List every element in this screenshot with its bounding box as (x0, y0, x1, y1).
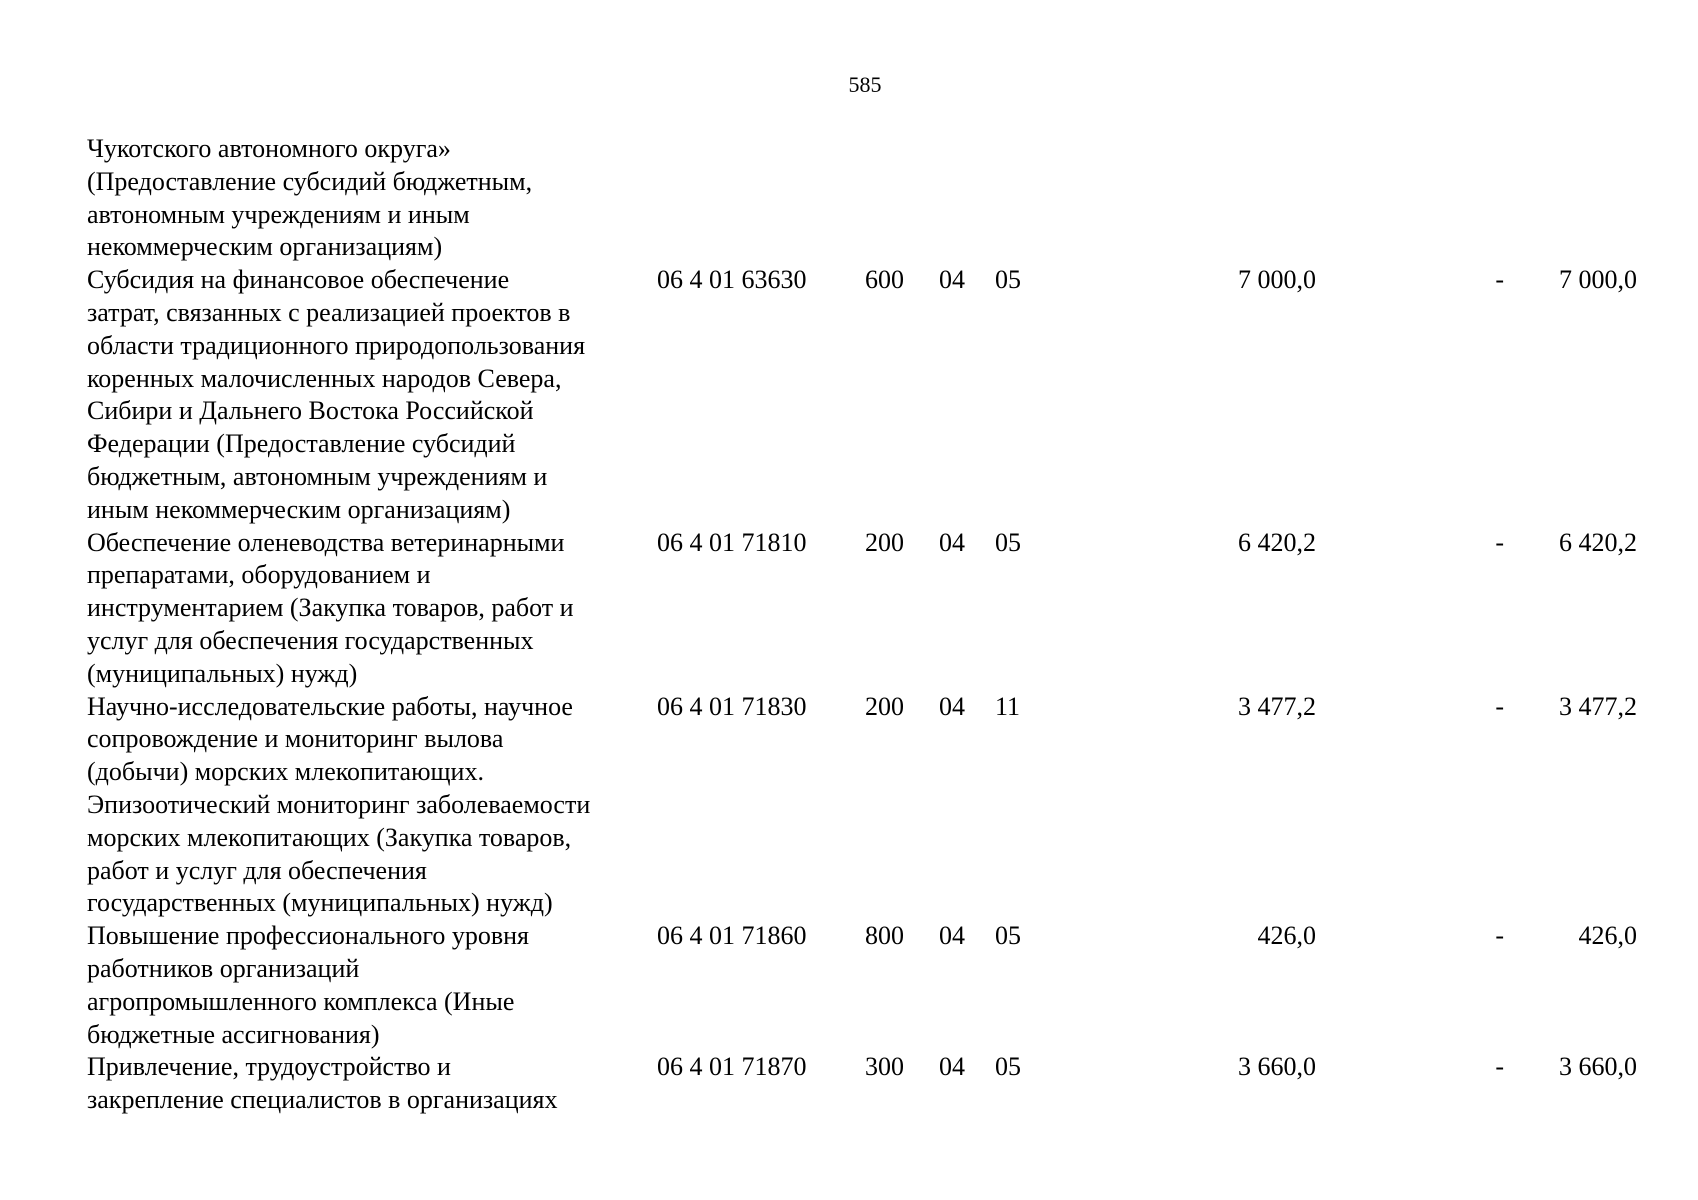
amount-federal: - (1495, 527, 1504, 557)
subsection-code: 05 (995, 527, 1021, 557)
subsection-code: 05 (995, 1052, 1021, 1082)
subsection-code: 05 (995, 921, 1021, 951)
target-article-code: 06 4 01 63630 (657, 265, 807, 295)
amount-regional: 6 420,2 (1559, 527, 1637, 557)
target-article-code: 06 4 01 71810 (657, 527, 807, 557)
table-row (87, 691, 1637, 921)
subsection-code: 11 (995, 691, 1021, 721)
amount-total: 426,0 (1257, 921, 1316, 951)
amount-federal: - (1495, 691, 1504, 721)
amount-total: 6 420,2 (1238, 527, 1316, 557)
section-code: 04 (939, 921, 965, 951)
row-description: Привлечение, трудоустройство и закрепление специалистов в организациях (87, 1052, 558, 1115)
amount-federal: - (1495, 921, 1504, 951)
target-article-code: 06 4 01 71860 (657, 921, 807, 951)
table-row (87, 133, 1637, 264)
section-code: 04 (939, 527, 965, 557)
expense-type-code: 200 (865, 527, 904, 557)
row-description: Субсидия на финансовое обеспечение затрат, связанных с реализацией проектов в области традиционного природопользования коренных малочисленных народов Севера, Сибири и Дальнего Востока Российской Федерации (Предоставление субсидий бюджетным, автономным учреждениям и иным некоммерческим организациям) (87, 265, 586, 524)
expense-type-code: 800 (865, 921, 904, 951)
amount-federal: - (1495, 1052, 1504, 1082)
expense-type-code: 200 (865, 691, 904, 721)
amount-total: 7 000,0 (1238, 265, 1316, 295)
row-description: Обеспечение оленеводства ветеринарными препаратами, оборудованием и инструментарием (Закупка товаров, работ и услуг для обеспечения государственных (муниципальных) нужд) (87, 527, 574, 688)
page-number: 585 (848, 72, 882, 97)
section-code: 04 (939, 265, 965, 295)
amount-regional: 7 000,0 (1559, 265, 1637, 295)
budget-table (87, 133, 1637, 1117)
expense-type-code: 300 (865, 1052, 904, 1082)
table-row (87, 264, 1637, 526)
section-code: 04 (939, 691, 965, 721)
subsection-code: 05 (995, 265, 1021, 295)
target-article-code: 06 4 01 71870 (657, 1052, 807, 1082)
table-row (87, 1051, 1637, 1117)
amount-federal: - (1495, 265, 1504, 295)
amount-regional: 3 477,2 (1559, 691, 1637, 721)
section-code: 04 (939, 1052, 965, 1082)
amount-regional: 3 660,0 (1559, 1052, 1637, 1082)
row-description: Повышение профессионального уровня работников организаций агропромышленного комплекса (Иные бюджетные ассигнования) (87, 921, 529, 1049)
target-article-code: 06 4 01 71830 (657, 691, 807, 721)
amount-total: 3 660,0 (1238, 1052, 1316, 1082)
amount-total: 3 477,2 (1238, 691, 1316, 721)
expense-type-code: 600 (865, 265, 904, 295)
row-description: Научно-исследовательские работы, научное сопровождение и мониторинг вылова (добычи) морских млекопитающих. Эпизоотический мониторинг заболеваемости морских млекопитающих (Закупка товаров, работ и услуг для обеспечения государственных (муниципальных) нужд) (87, 691, 591, 918)
table-row (87, 527, 1637, 691)
amount-regional: 426,0 (1578, 921, 1637, 951)
table-row (87, 920, 1637, 1051)
row-description: Чукотского автономного округа» (Предоставление субсидий бюджетным, автономным учреждениям и иным некоммерческим организациям) (87, 134, 533, 262)
